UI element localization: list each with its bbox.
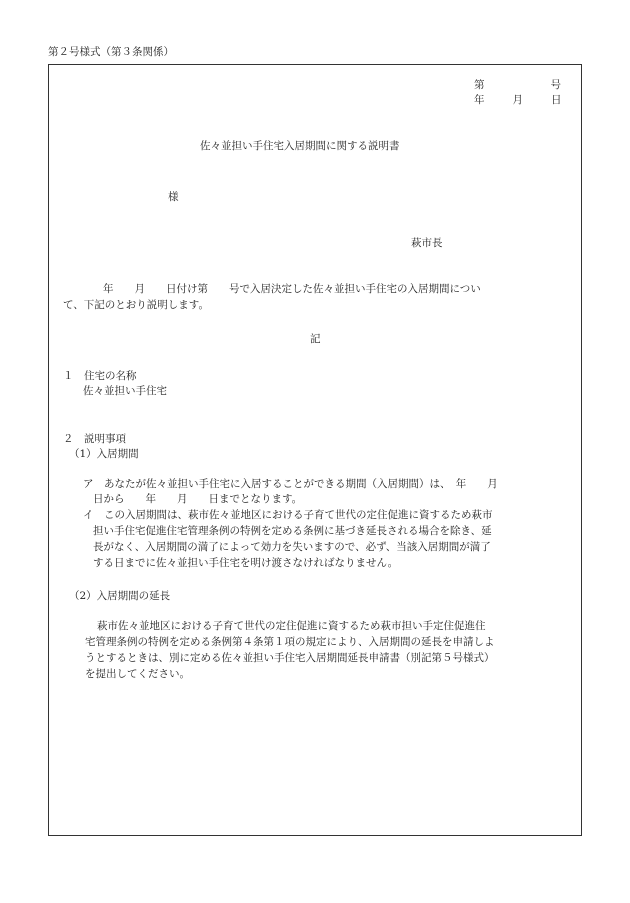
document-title: 佐々並担い手住宅入居期間に関する説明書 — [200, 140, 400, 152]
item-a-line-1: ア あなたが佐々並担い手住宅に入居することができる期間（入居期間）は、 年 月 — [83, 478, 498, 490]
doc-number — [474, 79, 561, 91]
doc-number-dai: 第 — [474, 79, 485, 91]
section2-sub2-heading: （2）入居期間の延長 — [69, 590, 171, 602]
extension-line-1: 萩市佐々並地区における子育て世代の定住促進に資するため萩市担い手定住促進住 — [97, 620, 486, 632]
intro-line-2: て、下記のとおり説明します。 — [63, 299, 209, 311]
extension-line-4: を提出してください。 — [85, 668, 190, 680]
form-label: 第２号様式（第３条関係） — [48, 46, 174, 58]
item-i-line-3: 長がなく、入居期間の満了によって効力を失いますので、必ず、当該入居期間が満了 — [93, 541, 491, 553]
section2-heading: ２ 説明事項 — [63, 433, 126, 445]
doc-date-day: 日 — [551, 94, 562, 106]
doc-date — [474, 94, 562, 106]
intro-line-1: 年 月 日付け第 号で入居決定した佐々並担い手住宅の入居期間につい — [103, 283, 481, 295]
issuer: 萩市長 — [411, 237, 443, 249]
item-i-line-1: イ この入居期間は、萩市佐々並地区における子育て世代の定住促進に資するため萩市 — [83, 509, 493, 521]
doc-number-go: 号 — [550, 79, 561, 91]
doc-date-month: 月 — [512, 94, 523, 106]
item-i-line-2: 担い手住宅促進住宅管理条例の特例を定める条例に基づき延長される場合を除き、延 — [93, 525, 492, 537]
ki-label: 記 — [310, 333, 321, 345]
section1-heading: １ 住宅の名称 — [63, 370, 137, 382]
section2-sub1-heading: （1）入居期間 — [69, 448, 139, 460]
extension-line-3: うとするときは、別に定める佐々並担い手住宅入居期間延長申請書（別記第５号様式） — [85, 652, 495, 664]
item-i-line-4: する日までに佐々並担い手住宅を明け渡さなければなりません。 — [93, 557, 399, 569]
extension-line-2: 宅管理条例の特例を定める条例第４条第１項の規定により、入居期間の延長を申請しよ — [85, 636, 495, 648]
item-a-line-2: 日から 年 月 日までとなります。 — [93, 493, 303, 505]
section1-value: 佐々並担い手住宅 — [83, 385, 167, 397]
addressee-suffix: 様 — [168, 191, 179, 203]
doc-date-year: 年 — [474, 94, 485, 106]
